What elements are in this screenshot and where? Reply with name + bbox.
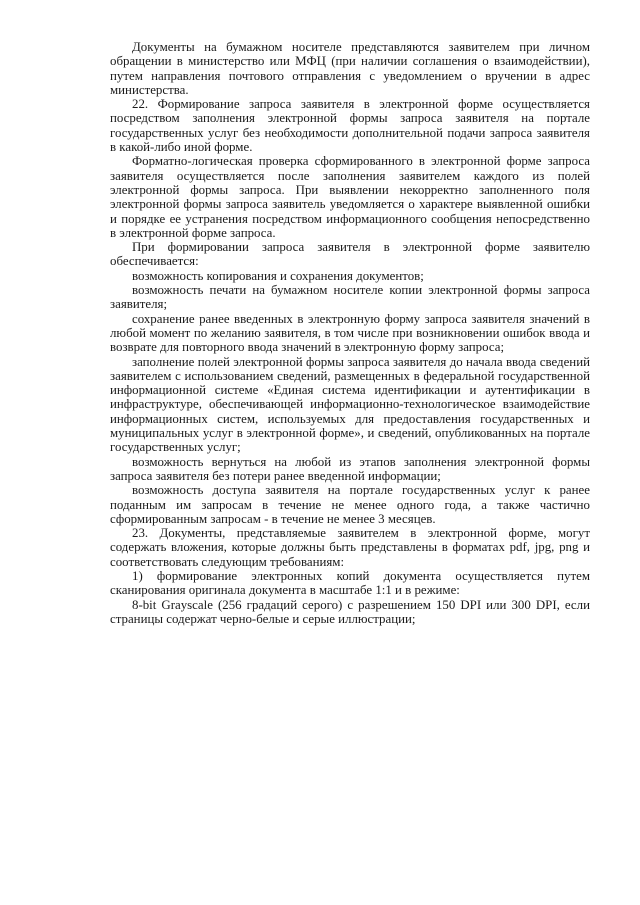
list-item-return-to-step: возможность вернуться на любой из этапов заполнения электронной формы запроса заявителя без потери ранее введенной информации; [110,454,590,483]
paragraph-format-check: Форматно-логическая проверка сформированного в электронной форме запроса заявителя осуществляется после заполнения заявителем каждого из полей электронной формы запроса. При выявлении некорректно заполненного поля электронной формы запроса заявитель уведомляется о характере выявленной ошибки и порядке ее устранения посредством информационного сообщения непосредственно в электронной форме запроса. [110,154,590,240]
list-item-grayscale: 8-bit Grayscale (256 градаций серого) с разрешением 150 DPI или 300 DPI, если страницы содержат черно-белые и серые иллюстрации; [110,597,590,626]
paragraph-22-electronic-request: 22. Формирование запроса заявителя в электронной форме осуществляется посредством заполнения электронной формы запроса заявителя на портале государственных услуг без необходимости дополнительной подачи запроса заявителя в какой-либо иной форме. [110,97,590,155]
list-item-print: возможность печати на бумажном носителе копии электронной формы запроса заявителя; [110,283,590,312]
paragraph-paper-documents: Документы на бумажном носителе представляются заявителем при личном обращении в министерство или МФЦ (при наличии соглашения о взаимодействии), путем направления почтового отправления с уведомлением о вручении в адрес министерства. [110,40,590,97]
list-item-prefill-esia: заполнение полей электронной формы запроса заявителя до начала ввода сведений заявителем с использованием сведений, размещенных в федеральной государственной информационной системе «Единая система идентификации и аутентификации в инфраструктуре, обеспечивающей информационно-технологическое взаимодействие информационных систем, используемых для предоставления государственных и муниципальных услуг в электронной форме», и сведений, опубликованных на портале государственных услуг; [110,354,590,455]
list-item-copy-save: возможность копирования и сохранения документов; [132,268,424,283]
list-item-access-requests: возможность доступа заявителя на портале государственных услуг к ранее поданным им запросам в течение не менее одного года, а также частично сформированным запросам - в течение не менее 3 месяцев. [110,483,590,526]
paragraph-23-attachments: 23. Документы, представляемые заявителем в электронной форме, могут содержать вложения, которые должны быть представлены в форматах pdf, jpg, png и соответствовать следующим требованиям: [110,526,590,569]
paragraph-provided-features-intro: При формировании запроса заявителя в электронной форме заявителю обеспечивается: [110,240,590,269]
document-body [110,40,590,626]
list-item-save-values: сохранение ранее введенных в электронную форму запроса заявителя значений в любой момент по желанию заявителя, в том числе при возникновении ошибок ввода и возврате для повторного ввода значений в электронную форму запроса; [110,311,590,355]
list-item-scanning: 1) формирование электронных копий документа осуществляется путем сканирования оригинала документа в масштабе 1:1 и в режиме: [110,568,590,598]
